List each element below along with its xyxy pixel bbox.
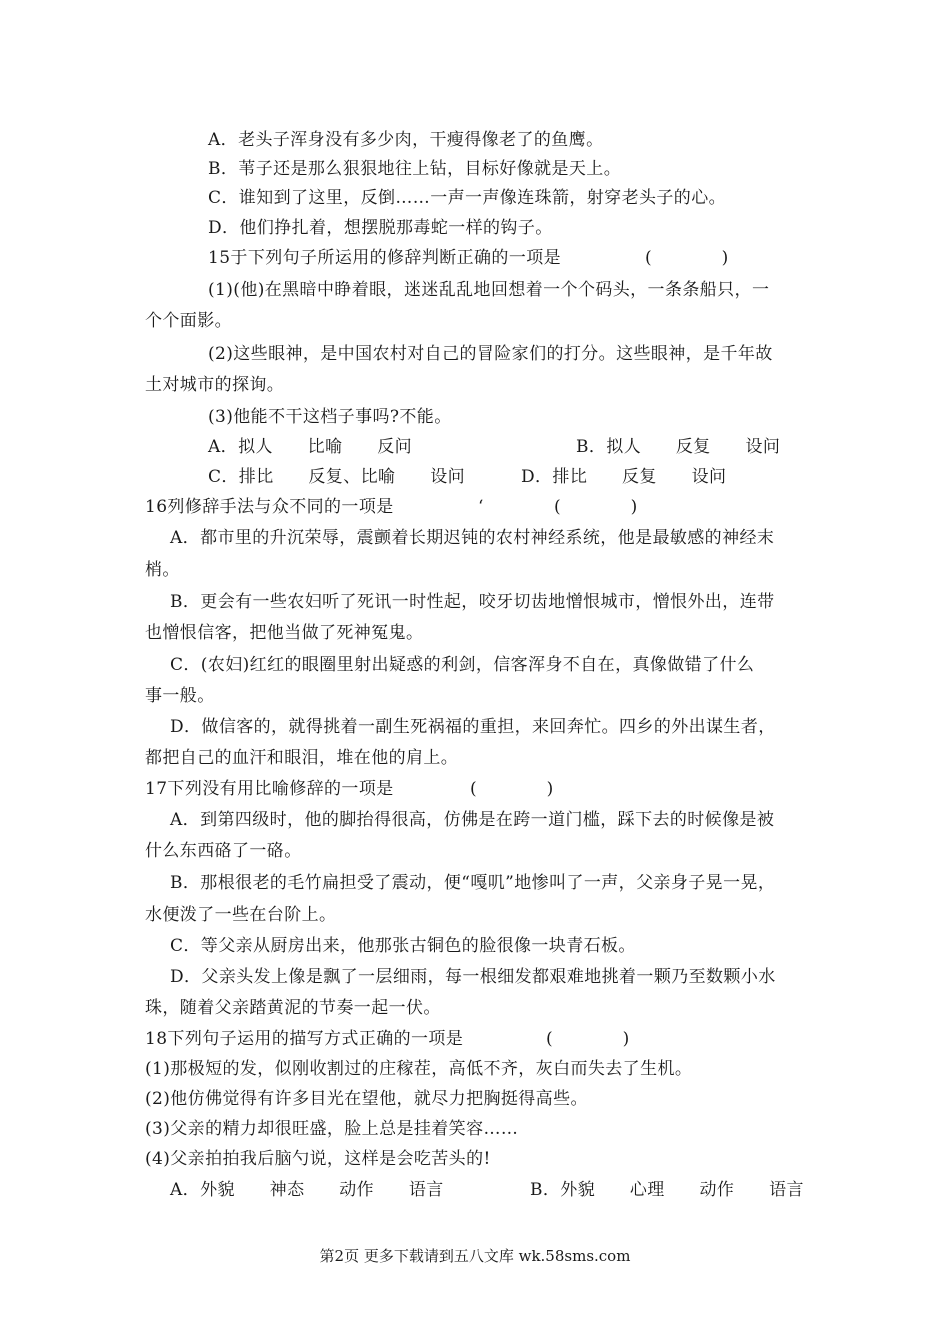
q18-sentence-4: (4)父亲拍拍我后脑勺说，这样是会吃苦头的!	[145, 1149, 491, 1169]
q15-answer-blank: ( )	[645, 248, 729, 268]
q14-option-c: C．谁知到了这里，反倒……一声一声像连珠箭，射穿老头子的心。	[208, 188, 727, 208]
q16-stray-mark: ‘	[478, 497, 484, 517]
q17-option-a-cont: 什么东西硌了一硌。	[145, 841, 302, 861]
q14-option-d: D．他们挣扎着，想摆脱那毒蛇一样的钩子。	[208, 218, 553, 238]
q14-option-b: B．苇子还是那么狠狠地往上钻，目标好像就是天上。	[208, 159, 622, 179]
q17-option-a: A．到第四级时，他的脚抬得很高，仿佛是在跨一道门槛，踩下去的时候像是被	[170, 810, 775, 830]
q15-sentence-1-cont: 个个面影。	[145, 311, 232, 331]
q15-sentence-3: (3)他能不干这档子事吗?不能。	[208, 407, 452, 427]
q17-option-d: D．父亲头发上像是飘了一层细雨，每一根细发都艰难地挑着一颗乃至数颗小水	[170, 967, 776, 987]
q18-sentence-1: (1)那极短的发，似刚收割过的庄稼茬，高低不齐，灰白而失去了生机。	[145, 1059, 693, 1079]
page-footer: 第2页 更多下载请到五八文库 wk.58sms.com	[319, 1247, 631, 1265]
q18-sentence-3: (3)父亲的精力却很旺盛，脸上总是挂着笑容……	[145, 1119, 519, 1139]
q18-option-b: B．外貌 心理 动作 语言	[530, 1180, 804, 1200]
q17-option-c: C．等父亲从厨房出来，他那张古铜色的脸很像一块青石板。	[170, 936, 636, 956]
q15-option-a: A．拟人 比喻 反问	[208, 437, 413, 457]
q17-option-b: B．那根很老的毛竹扁担受了震动，便“嘎叽”地惨叫了一声，父亲身子晃一晃，	[170, 873, 776, 893]
q15-stem: 15于下列句子所运用的修辞判断正确的一项是	[208, 248, 562, 268]
q15-option-b: B．拟人 反复 设问	[576, 437, 781, 457]
q18-stem: 18下列句子运用的描写方式正确的一项是	[145, 1029, 464, 1049]
q17-option-d-cont: 珠，随着父亲踏黄泥的节奏一起一伏。	[145, 998, 441, 1018]
q15-sentence-1: (1)(他)在黑暗中睁着眼，迷迷乱乱地回想着一个个码头，一条条船只，一	[208, 280, 770, 300]
q15-option-c: C．排比 反复、比喻 设问	[208, 467, 466, 487]
q18-option-a: A．外貌 神态 动作 语言	[170, 1180, 444, 1200]
q15-option-d: D．排比 反复 设问	[521, 467, 727, 487]
q17-stem: 17下列没有用比喻修辞的一项是	[145, 779, 394, 799]
q15-sentence-2: (2)这些眼神，是中国农村对自己的冒险家们的打分。这些眼神，是千年故	[208, 344, 773, 364]
q16-stem: 16列修辞手法与众不同的一项是	[145, 497, 394, 517]
q16-option-a-cont: 梢。	[145, 560, 180, 580]
q16-option-d-cont: 都把自己的血汗和眼泪，堆在他的肩上。	[145, 748, 459, 768]
q17-option-b-cont: 水便泼了一些在台阶上。	[145, 905, 337, 925]
q16-option-c: C．(农妇)红红的眼圈里射出疑惑的利剑，信客浑身不自在，真像做错了什么	[170, 655, 755, 675]
q16-option-b: B．更会有一些农妇听了死讯一时性起，咬牙切齿地憎恨城市，憎恨外出，连带	[170, 592, 775, 612]
q16-answer-blank: ( )	[554, 497, 638, 517]
q14-option-a: A．老头子浑身没有多少肉，干瘦得像老了的鱼鹰。	[208, 130, 604, 150]
q18-sentence-2: (2)他仿佛觉得有许多目光在望他，就尽力把胸挺得高些。	[145, 1089, 588, 1109]
q16-option-d: D．做信客的，就得挑着一副生死祸福的重担，来回奔忙。四乡的外出谋生者，	[170, 717, 776, 737]
q16-option-c-cont: 事一般。	[145, 686, 215, 706]
q16-option-a: A．都市里的升沉荣辱，震颤着长期迟钝的农村神经系统，他是最敏感的神经末	[170, 528, 775, 548]
q15-sentence-2-cont: 土对城市的探询。	[145, 375, 285, 395]
q18-answer-blank: ( )	[546, 1029, 630, 1049]
q17-answer-blank: ( )	[470, 779, 554, 799]
q16-option-b-cont: 也憎恨信客，把他当做了死神冤鬼。	[145, 623, 424, 643]
